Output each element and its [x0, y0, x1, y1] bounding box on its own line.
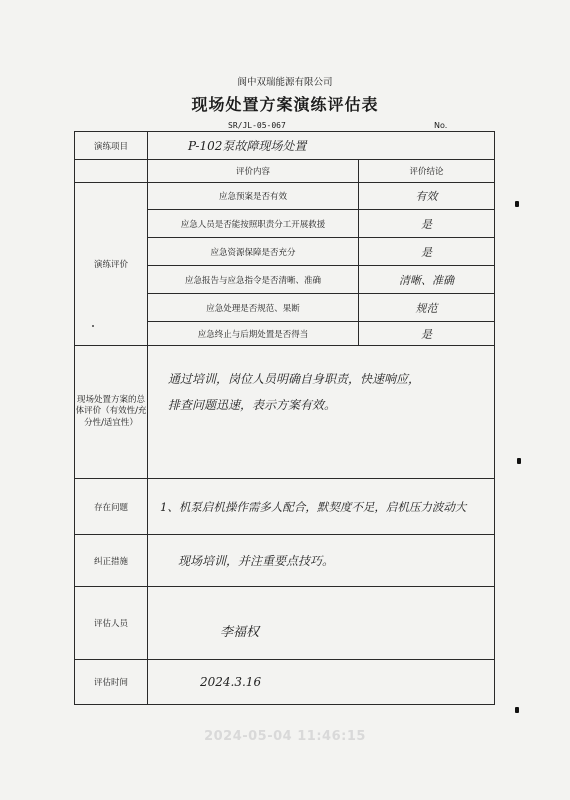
company-name: 阆中双瑞能源有限公司: [237, 77, 333, 88]
date-label: 评估时间: [75, 660, 148, 705]
drill-item-value: P-102泵故障现场处置: [148, 132, 495, 160]
conclusion-header: 评价结论: [359, 160, 495, 183]
problems-label: 存在问题: [75, 479, 148, 535]
criterion-2: 应急人员是否能按照职责分工开展救援: [148, 210, 359, 238]
punch-mark: [515, 201, 519, 207]
overall-eval-label: 现场处置方案的总体评价（有效性/充分性/适宜性）: [75, 346, 148, 479]
form-code: SR/JL-05-067: [228, 121, 286, 130]
corrective-value: 现场培训，并注重要点技巧。: [148, 535, 495, 587]
overall-eval-line-1: 通过培训，岗位人员明确自身职责，快速响应，: [168, 372, 421, 386]
conclusion-1: 有效: [359, 183, 495, 210]
punch-mark: [517, 458, 521, 464]
conclusion-4: 清晰、准确: [359, 266, 495, 294]
criterion-6: 应急终止与后期处置是否得当: [148, 322, 359, 346]
overall-eval-text: [148, 346, 495, 479]
corrective-label: 纠正措施: [75, 535, 148, 587]
assessor-label: 评估人员: [75, 587, 148, 660]
content-header: 评价内容: [148, 160, 359, 183]
form-number-label: No.: [434, 121, 448, 130]
conclusion-3: 是: [359, 238, 495, 266]
criterion-5: 应急处理是否规范、果断: [148, 294, 359, 322]
overall-eval-line-2: 排查问题迅速，表示方案有效。: [168, 398, 337, 412]
criterion-4: 应急报告与应急指令是否清晰、准确: [148, 266, 359, 294]
drill-eval-label: 演练评价: [75, 183, 148, 346]
date-value: 2024.3.16: [148, 660, 495, 705]
drill-item-label: 演练项目: [75, 132, 148, 160]
criterion-1: 应急预案是否有效: [148, 183, 359, 210]
form-title: 现场处置方案演练评估表: [191, 95, 379, 114]
criterion-3: 应急资源保障是否充分: [148, 238, 359, 266]
conclusion-6: 是: [359, 322, 495, 346]
blank-header-cell: [75, 160, 148, 183]
conclusion-2: 是: [359, 210, 495, 238]
assessor-signature: 李福权: [148, 587, 495, 660]
stray-dot: [92, 325, 94, 327]
problems-value: 1、机泵启机操作需多人配合，默契度不足，启机压力波动大: [148, 479, 495, 535]
scan-timestamp: 2024-05-04 11:46:15: [204, 729, 366, 744]
conclusion-5: 规范: [359, 294, 495, 322]
evaluation-table: [74, 131, 495, 705]
punch-mark: [515, 707, 519, 713]
